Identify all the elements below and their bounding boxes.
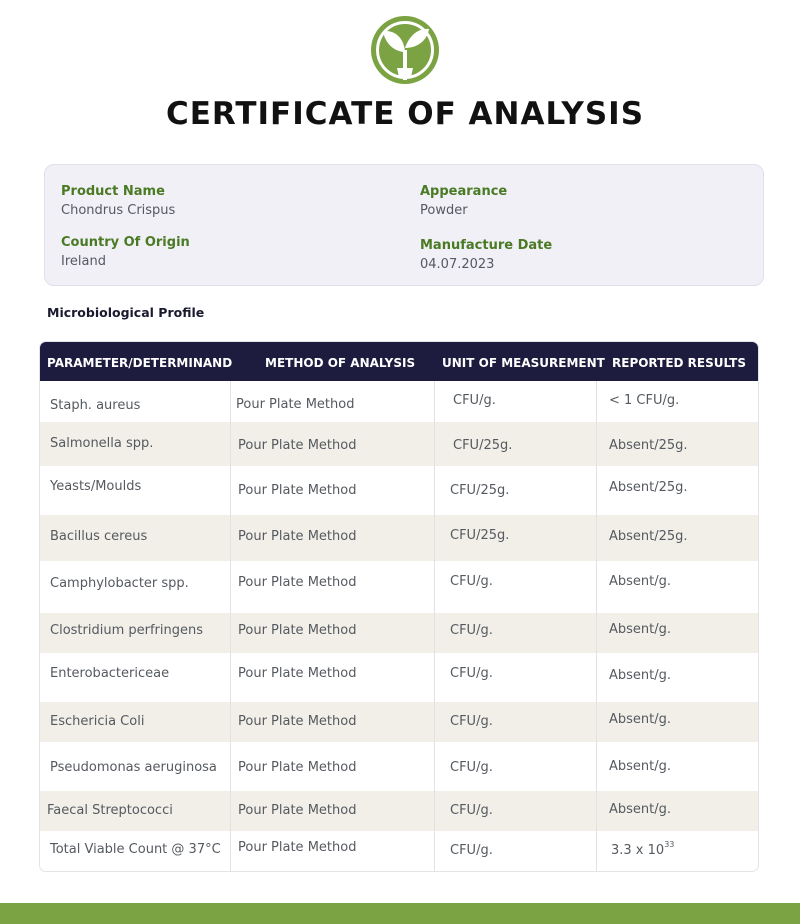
cell-method: Pour Plate Method bbox=[238, 840, 357, 855]
cell-method: Pour Plate Method bbox=[236, 397, 355, 412]
cell-unit: CFU/g. bbox=[453, 393, 496, 408]
cell-unit: CFU/25g. bbox=[450, 528, 510, 543]
manufacture-date-label: Manufacture Date bbox=[420, 238, 553, 253]
cell-method: Pour Plate Method bbox=[238, 803, 357, 818]
column-divider bbox=[596, 381, 597, 872]
header-method: METHOD OF ANALYSIS bbox=[265, 356, 416, 370]
appearance-field bbox=[420, 184, 507, 218]
table-row bbox=[40, 381, 759, 422]
cell-parameter: Staph. aureus bbox=[50, 398, 141, 413]
cell-unit: CFU/25g. bbox=[453, 438, 513, 453]
table-row bbox=[40, 742, 759, 791]
header-result: REPORTED RESULTS bbox=[612, 356, 746, 370]
table-row bbox=[40, 422, 759, 466]
cell-method: Pour Plate Method bbox=[238, 623, 357, 638]
cell-method: Pour Plate Method bbox=[238, 714, 357, 729]
country-field bbox=[61, 235, 190, 269]
cell-result: Absent/g. bbox=[609, 759, 672, 774]
table-row bbox=[40, 791, 759, 831]
cell-parameter: Enterobactericeae bbox=[50, 666, 170, 681]
appearance-value: Powder bbox=[420, 203, 468, 218]
table-row bbox=[40, 613, 759, 653]
cell-parameter: Camphylobacter spp. bbox=[50, 576, 189, 591]
product-info-card bbox=[44, 164, 764, 286]
cell-parameter: Bacillus cereus bbox=[50, 529, 148, 544]
country-value: Ireland bbox=[61, 254, 106, 269]
cell-result: Absent/25g. bbox=[609, 480, 688, 495]
table-row bbox=[40, 561, 759, 613]
cell-method: Pour Plate Method bbox=[238, 666, 357, 681]
cell-result bbox=[611, 840, 675, 858]
country-label: Country Of Origin bbox=[61, 235, 190, 250]
cell-method: Pour Plate Method bbox=[238, 438, 357, 453]
cell-method: Pour Plate Method bbox=[238, 575, 357, 590]
table-row bbox=[40, 466, 759, 515]
cell-result: Absent/g. bbox=[609, 622, 672, 637]
results-table bbox=[39, 341, 759, 872]
page-title: CERTIFICATE OF ANALYSIS bbox=[165, 96, 645, 132]
table-row bbox=[40, 831, 759, 872]
cell-parameter: Total Viable Count @ 37°C bbox=[50, 842, 221, 857]
header-parameter: PARAMETER/DETERMINAND bbox=[47, 356, 233, 370]
cell-unit: CFU/g. bbox=[450, 803, 493, 818]
cell-unit: CFU/25g. bbox=[450, 483, 510, 498]
cell-method: Pour Plate Method bbox=[238, 760, 357, 775]
cell-parameter: Eschericia Coli bbox=[50, 714, 145, 729]
table-row bbox=[40, 702, 759, 742]
cell-result: < 1 CFU/g. bbox=[609, 393, 680, 408]
section-title: Microbiological Profile bbox=[47, 305, 205, 320]
cell-result: Absent/g. bbox=[609, 802, 672, 817]
cell-result: Absent/25g. bbox=[609, 438, 688, 453]
table-row bbox=[40, 515, 759, 561]
cell-result: Absent/g. bbox=[609, 574, 672, 589]
cell-method: Pour Plate Method bbox=[238, 483, 357, 498]
table-row bbox=[40, 653, 759, 702]
result-exponent: 33 bbox=[664, 840, 675, 849]
cell-unit: CFU/g. bbox=[450, 760, 493, 775]
footer-bar bbox=[0, 903, 800, 924]
manufacture-date-field bbox=[420, 238, 552, 272]
cell-parameter: Yeasts/Moulds bbox=[50, 479, 142, 494]
cell-parameter: Salmonella spp. bbox=[50, 436, 154, 451]
cell-parameter: Pseudomonas aeruginosa bbox=[50, 760, 217, 775]
product-name-field bbox=[61, 184, 175, 218]
cell-unit: CFU/g. bbox=[450, 574, 493, 589]
header-unit: UNIT OF MEASUREMENT bbox=[442, 356, 605, 370]
sprout-icon bbox=[371, 16, 439, 84]
cell-parameter: Faecal Streptococci bbox=[47, 803, 173, 818]
cell-method: Pour Plate Method bbox=[238, 529, 357, 544]
manufacture-date-value: 04.07.2023 bbox=[420, 257, 495, 272]
column-divider bbox=[230, 381, 231, 872]
product-name-value: Chondrus Crispus bbox=[61, 203, 176, 218]
cell-unit: CFU/g. bbox=[450, 714, 493, 729]
cell-result: Absent/25g. bbox=[609, 529, 688, 544]
cell-parameter: Clostridium perfringens bbox=[50, 623, 203, 638]
appearance-label: Appearance bbox=[420, 184, 508, 199]
cell-result: Absent/g. bbox=[609, 712, 672, 727]
cell-unit: CFU/g. bbox=[450, 623, 493, 638]
cell-unit: CFU/g. bbox=[450, 666, 493, 681]
product-name-label: Product Name bbox=[61, 184, 165, 199]
column-divider bbox=[434, 381, 435, 872]
cell-result: Absent/g. bbox=[609, 668, 672, 683]
cell-unit: CFU/g. bbox=[450, 843, 493, 858]
table-header bbox=[40, 342, 759, 381]
result-base: 3.3 x 10 bbox=[611, 843, 665, 858]
